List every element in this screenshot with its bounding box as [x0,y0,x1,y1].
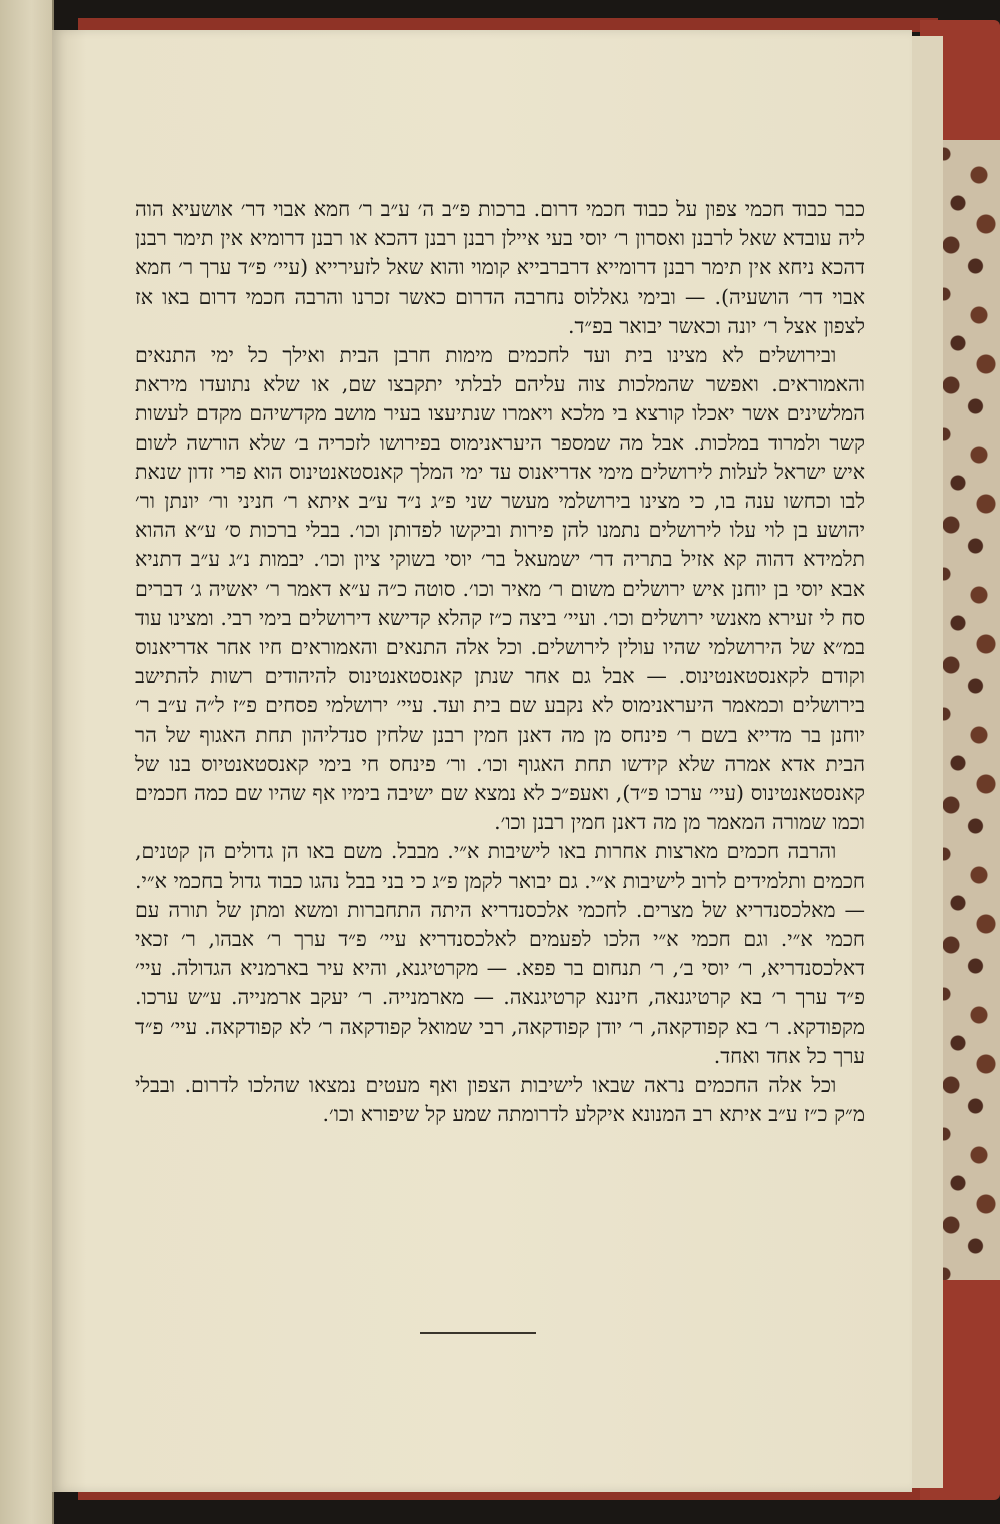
paragraph-2: ובירושלים לא מצינו בית ועד לחכמים מימות חרבן הבית ואילך כל ימי התנאים והאמוראים. ואפשר שהמלכות צוה עליהם לבלתי יתקבצו שם, או שלא נתועדו מיראת המלשינים אשר יאכלו קורצא בי מלכא ויאמרו שנתיעצו בעיר מושב מקדשיהם מקדם לעשות קשר ולמרוד במלכות. אבל מה שמספר היעראנימוס בפירושו לזכריה ב׳ שלא הורשה לשום איש ישראל לעלות לירושלים מימי אדריאנוס עד ימי המלך קאנסטאנטינוס הוא פרי זדון שנאת לבו וכחשו ענה בו, כי מצינו בירושלמי מעשר שני פ״ג נ״ד ע״ב איתא ר׳ חניני ור׳ יונתן ור׳ יהושע בן לוי עלו לירושלים נתמנו להן פירות וביקשו לפדותן וכו׳. בבלי ברכות ס׳ ע״א ההוא תלמידא דהוה קא אזיל בתריה דר׳ ישמעאל בר׳ יוסי בשוקי ציון וכו׳. יבמות נ״ג ע״ב דתניא אבא יוסי בן יוחנן איש ירושלים משום ר׳ מאיר וכו׳. סוטה כ״ה ע״א דאמר ר׳ יאשיה ג׳ דברים סח לי זעירא מאנשי ירושלים וכו׳. ועיי׳ ביצה כ״ז קהלא קדישא דירושלים בימי רבי. ומצינו עוד במ״א של הירושלמי שהיו עולין לירושלים. וכל אלה התנאים והאמוראים חיו אחר אדריאנוס וקודם לקאנסטאנטינוס. — אבל גם אחר שנתן קאנסטאנטינוס להיהודים רשות להתישב בירושלים וכמאמר היעראנימוס לא נקבע שם בית ועד. עיי׳ ירושלמי פסחים פ״ז ל״ה ע״ב ר׳ יוחנן בר מדייא בשם ר׳ פינחס מן מה דאנן חמין רבנן שלחין סנדליהון תחת האגוף של הר הבית אדא אמרה שלא קידשו תחת האגוף וכו׳. ור׳ פינחס חי בימי קאנסטאנטיוס בנו של קאנסטאנטינוס (עיי׳ ערכו פ״ד), ואעפ״כ לא נמצא שם ישיבה בימיו אף שהיו שם כמה חכמים וכמו שמורה המאמר מן מה דאנן חמין רבנן וכו׳. [135,343,865,835]
paragraph-1: כבר כבוד חכמי צפון על כבוד חכמי דרום. ברכות פ״ב ה׳ ע״ב ר׳ חמא אבוי דר׳ אושעיא הוה ליה עובדא שאל לרבנן ואסרון ר׳ יוסי בעי איילן רבנן רבנן דהכא או רבנן דרומיא אין תימר רבנן דהכא ניחא אין תימר רבנן דרומייא דרברבייא קומוי והוא שאל לזעירייא (עיי׳ פ״ד ערך ר׳ חמא אבוי דר׳ הושעיה). — ובימי גאללוס נחרבה הדרום כאשר זכרנו והרבה חכמי דרום באו אז לצפון אצל ר׳ יונה וכאשר יבואר בפ״ד. [135,197,865,338]
facing-page-edge [0,0,54,1524]
page-text [135,195,865,1130]
paragraph-4: וכל אלה החכמים נראה שבאו לישיבות הצפון ואף מעטים נמצאו שהלכו לדרום. ובבלי מ״ק כ״ז ע״ב איתא רב המנונא איקלע לדרומתה שמע קל שיפורא וכו׳. [135,1073,865,1127]
section-divider [420,1332,536,1334]
paragraph-3: והרבה חכמים מארצות אחרות באו לישיבות א״י. מבבל. משם באו הן גדולים הן קטנים, חכמים ותלמידים לרוב לישיבות א״י. גם יבואר לקמן פ״ג כי בני בבל נהגו כבוד גדול בחכמי א״י. — מאלכסנדריא של מצרים. לחכמי אלכסנדריא היתה התחברות ומשא ומתן של תורה עם חכמי א״י. וגם חכמי א״י הלכו לפעמים לאלכסנדריא עיי׳ פ״ד ערך ר׳ אבהו, ר׳ זכאי דאלכסנדריא, ר׳ יוסי ב׳, ר׳ תנחום בר פפא. — מקרטיגנא, והיא עיר בארמניא הגדולה. עיי׳ פ״ד ערך ר׳ בא קרטיגנאה, חיננא קרטיגנאה. — מארמנייה. ר׳ יעקב ארמנייה. ע״ש ערכו. מקפודקא. ר׳ בא קפודקאה, ר׳ יודן קפודקאה, רבי שמואל קפודקאה ר׳ לא קפודקאה. עיי׳ פ״ד ערך כל אחד ואחד. [135,839,865,1068]
